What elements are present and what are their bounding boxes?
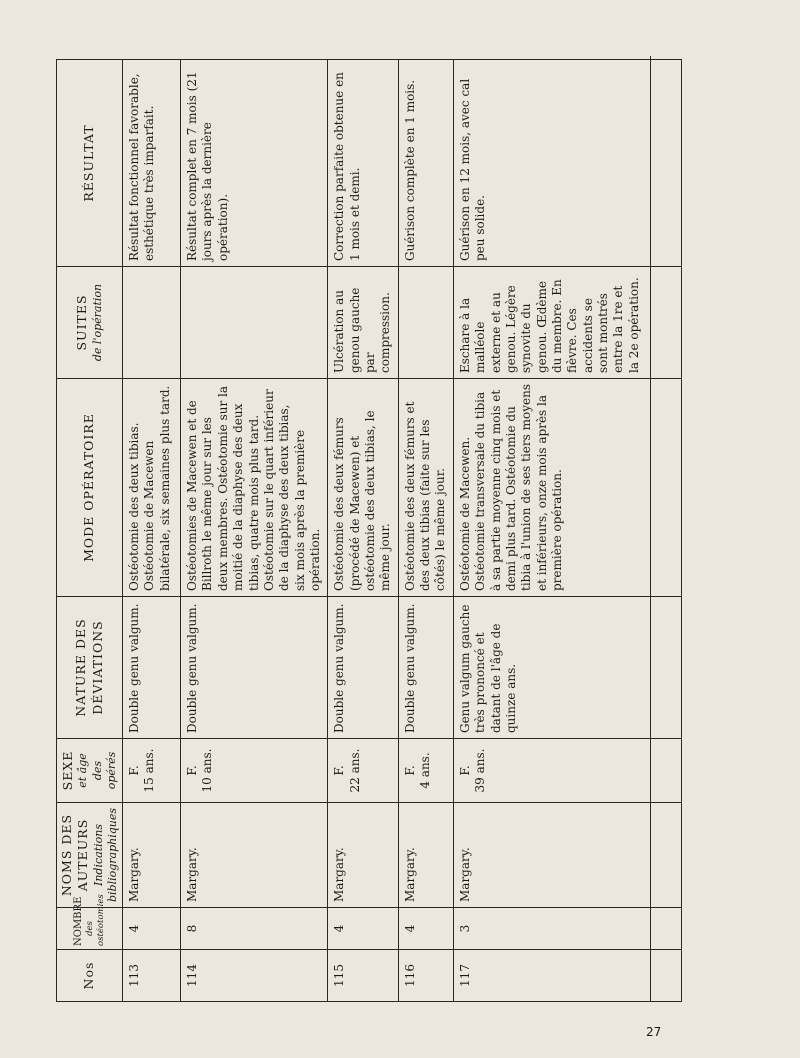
row-nature: Double genu valgum. <box>181 597 328 739</box>
osteotomy-table <box>56 59 682 1002</box>
row-sexe-value: F. <box>402 765 417 776</box>
row-sexe-value: F. <box>332 765 347 776</box>
row-suites <box>123 267 181 379</box>
row-resultat: Guérison en 12 mois, avec cal peu solide. <box>453 60 681 267</box>
row-no: 114 <box>181 950 328 1002</box>
row-no: 115 <box>328 950 398 1002</box>
row-resultat: Correction parfaite obtenue en 1 mois et demi. <box>328 60 398 267</box>
row-age-value: 22 ans. <box>347 748 362 793</box>
row-nombre: 4 <box>123 908 181 950</box>
row-mode: Ostéotomie des deux fémurs (procédé de Macewen) et ostéotomie des deux tibias, le même jour. <box>328 379 398 597</box>
row-auteur: Margary. <box>453 803 681 908</box>
table-row <box>181 60 328 1002</box>
row-suites: Ulcération au genou gauche par compression. <box>328 267 398 379</box>
row-age-value: 4 ans. <box>418 752 433 789</box>
row-sexe <box>181 739 328 803</box>
table-row <box>328 60 398 1002</box>
row-sexe <box>398 739 453 803</box>
row-auteur: Margary. <box>181 803 328 908</box>
table-header-row <box>57 60 123 1002</box>
row-suites: Eschare à la malléole externe et au genou. Légère synovite du genou. Œdème du membre. En fièvre. Ces accidents se sont montrés entre la 1re et la 2e opération. <box>453 267 681 379</box>
row-nature: Double genu valgum. <box>123 597 181 739</box>
row-no: 113 <box>123 950 181 1002</box>
row-auteur: Margary. <box>398 803 453 908</box>
row-no: 116 <box>398 950 453 1002</box>
row-age-value: 39 ans. <box>473 748 488 793</box>
row-sexe-value: F. <box>185 765 200 776</box>
row-resultat: Guérison complète en 1 mois. <box>398 60 453 267</box>
header-noms: NOMS DES AUTEURS Indications bibliographiques <box>57 803 123 908</box>
row-resultat: Résultat complet en 7 mois (21 jours après la dernière opération). <box>181 60 328 267</box>
header-no: Nos <box>57 950 123 1002</box>
rotated-table-wrapper <box>56 60 640 1002</box>
header-mode: MODE OPÉRATOIRE <box>57 379 123 597</box>
row-nature: Double genu valgum. <box>398 597 453 739</box>
table-row <box>453 60 681 1002</box>
row-resultat: Résultat fonctionnel favorable, esthétique très imparfait. <box>123 60 181 267</box>
row-auteur: Margary. <box>328 803 398 908</box>
row-nombre: 4 <box>328 908 398 950</box>
table-row <box>398 60 453 1002</box>
row-sexe-value: F. <box>457 765 472 776</box>
row-sexe <box>123 739 181 803</box>
row-nombre: 3 <box>453 908 681 950</box>
row-mode: Ostéotomie des deux fémurs et des deux tibias (faite sur les côtés) le même jour. <box>398 379 453 597</box>
header-suites: SUITES de l'opération <box>57 267 123 379</box>
row-sexe-value: F. <box>127 765 142 776</box>
row-suites <box>398 267 453 379</box>
row-nombre: 4 <box>398 908 453 950</box>
row-nombre: 8 <box>181 908 328 950</box>
table-row <box>123 60 181 1002</box>
row-suites <box>181 267 328 379</box>
row-nature: Genu valgum gauche très prononcé et datant de l'âge de quinze ans. <box>453 597 681 739</box>
row-auteur: Margary. <box>123 803 181 908</box>
row-mode: Ostéotomies de Macewen et de Billroth le même jour sur les deux membres. Ostéotomie sur la moitié de la diaphyse des deux tibias, quatre mois plus tard. Ostéotomie sur le quart inférieur de la diaphyse des deux tibias, six mois après la première opération. <box>181 379 328 597</box>
row-sexe <box>453 739 681 803</box>
header-nombre: NOMBRE des ostéotomies <box>57 908 123 950</box>
row-nature: Double genu valgum. <box>328 597 398 739</box>
header-nature: NATURE DES DÉVIATIONS <box>57 597 123 739</box>
row-sexe <box>328 739 398 803</box>
row-mode: Ostéotomie des deux tibias. Ostéotomie de Macewen bilatérale, six semaines plus tard. <box>123 379 181 597</box>
header-resultat: RÉSULTAT <box>57 60 123 267</box>
header-sexe: SEXE et âge des opérés <box>57 739 123 803</box>
row-no: 117 <box>453 950 681 1002</box>
row-age-value: 10 ans. <box>200 748 215 793</box>
page-number: 27 <box>646 1025 662 1039</box>
row-mode: Ostéotomie de Macewen. Ostéotomie transversale du tibia à sa partie moyenne cinq mois et demi plus tard. Ostéotomie du tibia à l'union de ses tiers moyens et inférieurs, onze mois après la première opération. <box>453 379 681 597</box>
row-age-value: 15 ans. <box>142 748 157 793</box>
